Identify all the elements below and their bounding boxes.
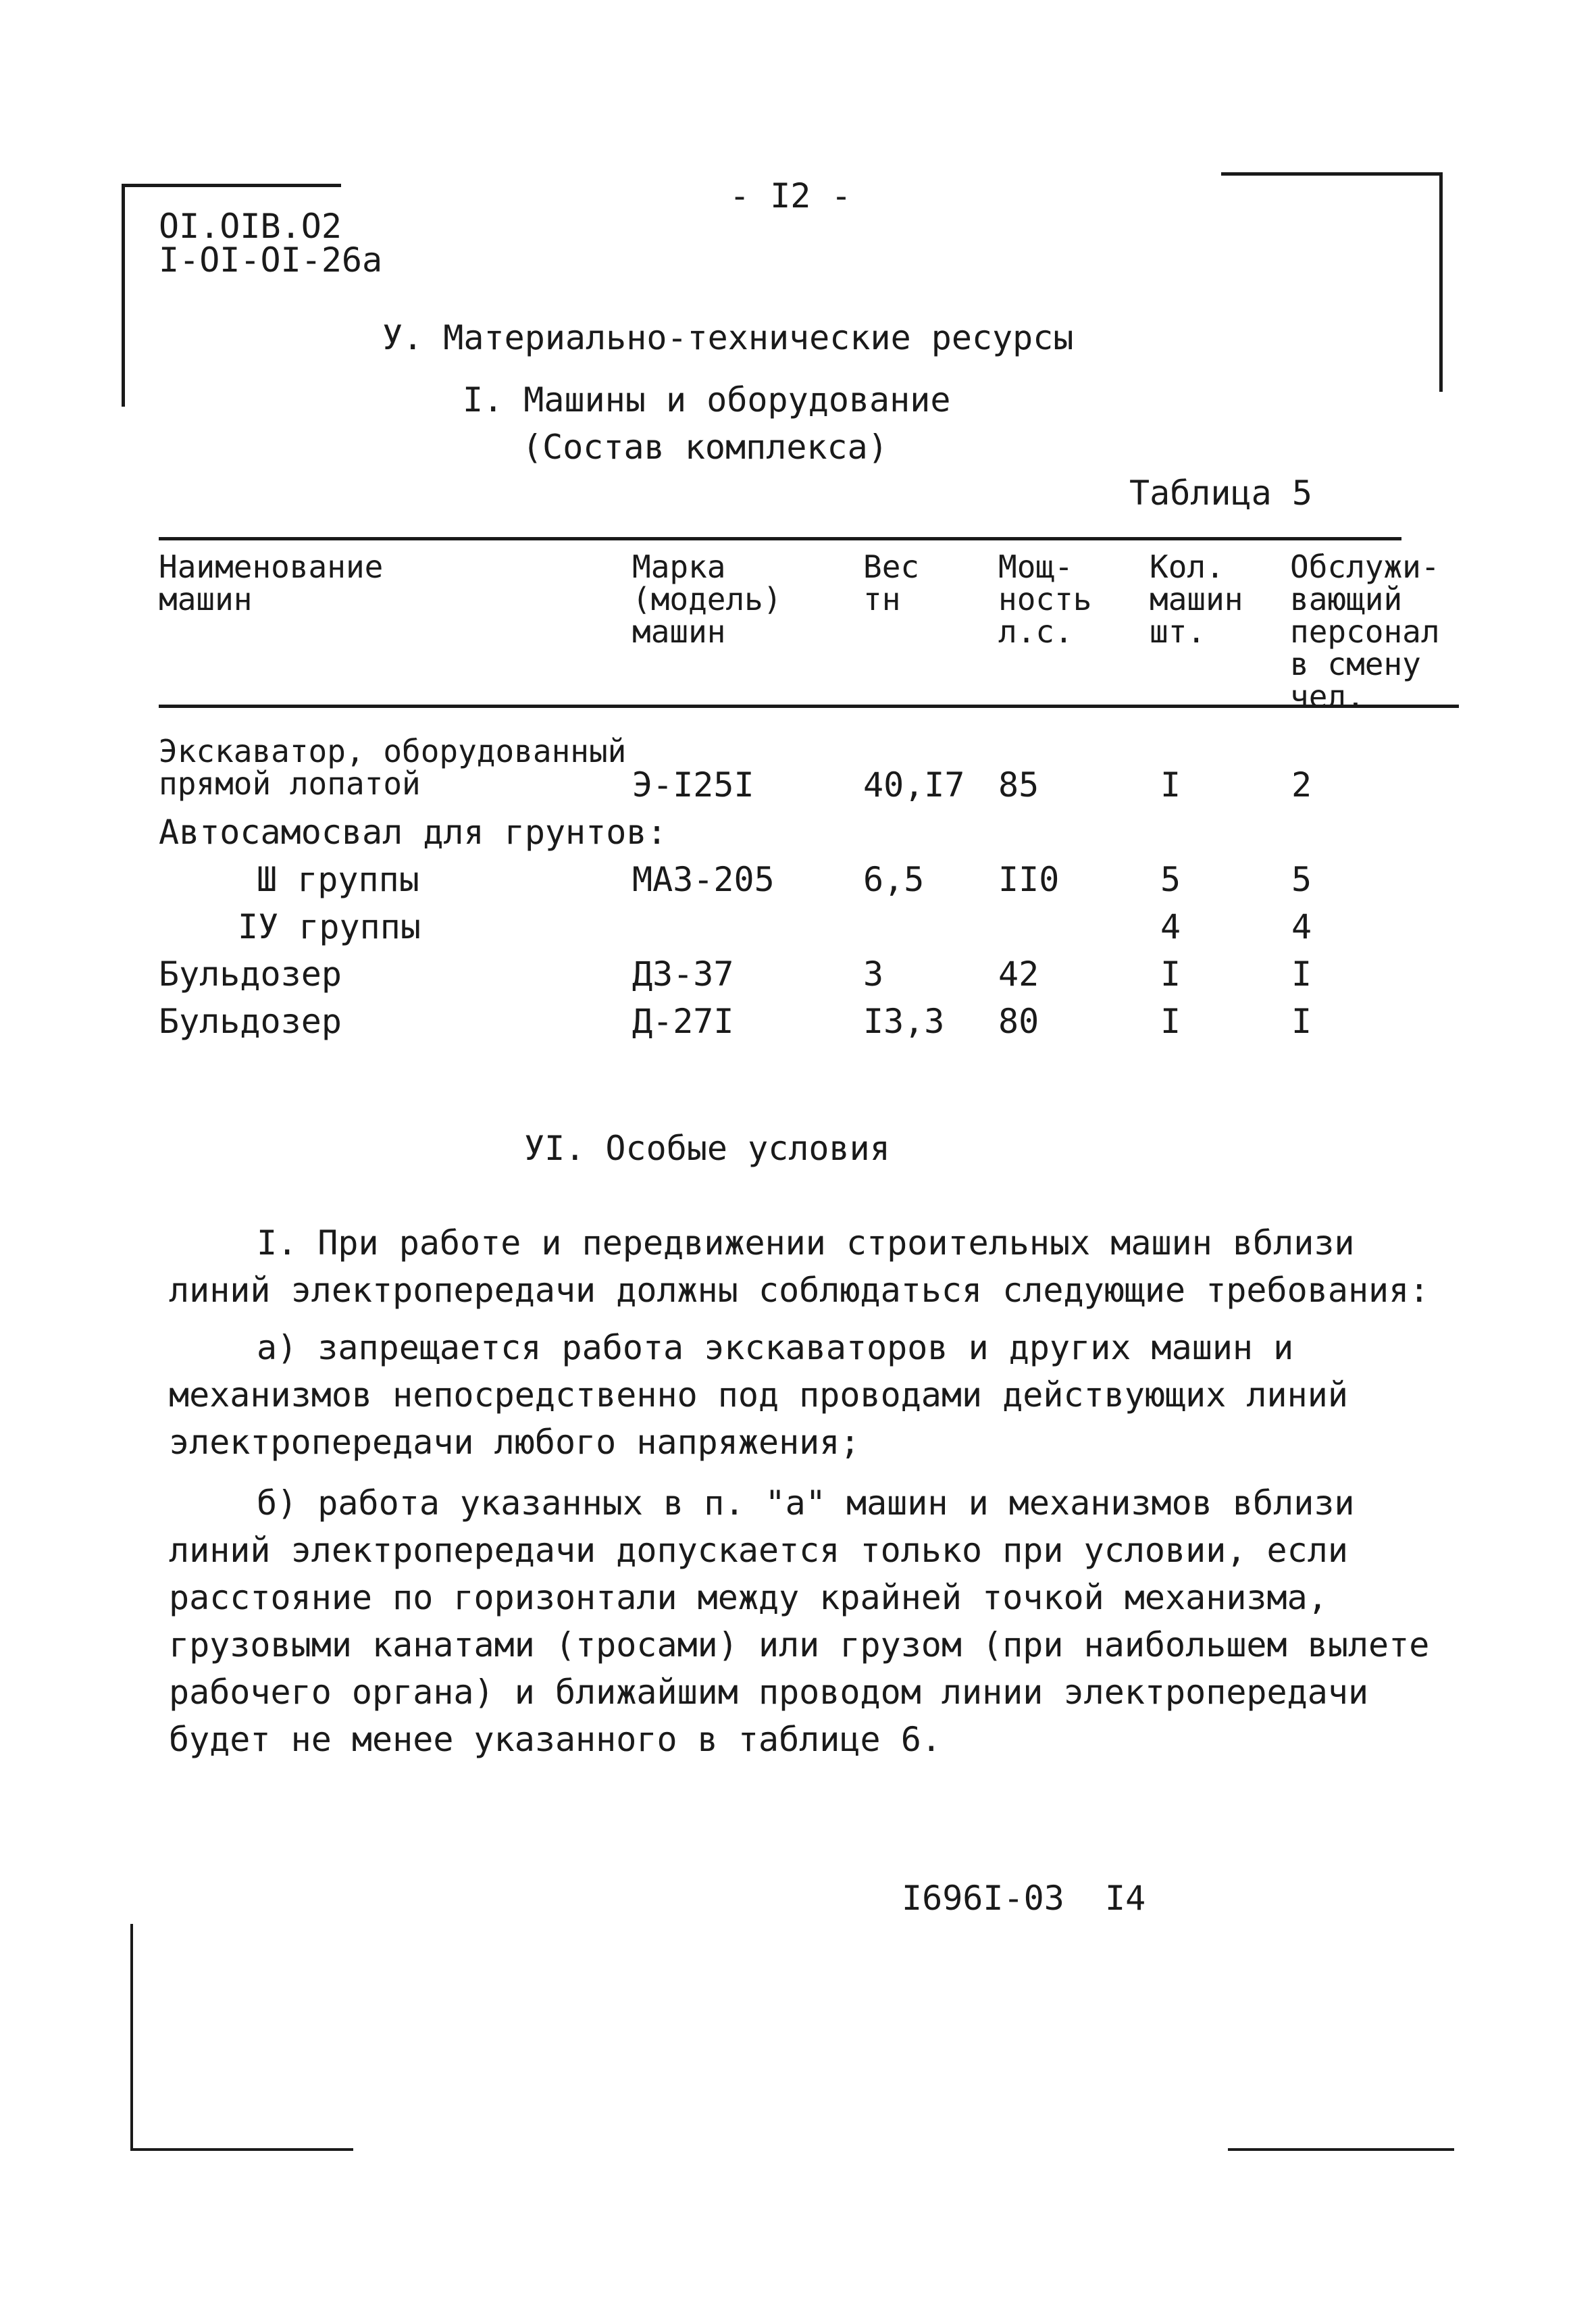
page-number: - I2 - [729,176,852,215]
table-row-weight: 3 [863,955,884,994]
table-label: Таблица 5 [1129,474,1312,513]
table-row-power: 42 [998,955,1039,994]
table-row-power: II0 [998,860,1060,899]
doc-code-2: I-OI-OI-26a [159,240,383,280]
table-row-count: I [1160,1002,1181,1041]
table-row-power: 85 [998,765,1039,805]
header-staff: Обслужи- вающий персонал в смену чел. [1290,549,1440,715]
subsection-subtitle: (Состав комплекса) [522,428,888,467]
table-row-weight: 6,5 [863,860,925,899]
table-row-staff: I [1291,955,1312,994]
paragraph-a: а) запрещается работа экскаваторов и других машин и механизмов непосредственно под проводами действующих линий электропередачи любого напряжения; [169,1328,1348,1462]
table-row-model: МАЗ-205 [632,860,775,899]
section6-title: УI. Особые условия [524,1129,890,1168]
section5-title: У. Материально-технические ресурсы [382,318,1074,357]
table-row-staff: 2 [1291,765,1312,805]
table-row-count: 5 [1160,860,1181,899]
table-row-power: 80 [998,1002,1039,1041]
table-row-name: Экскаватор, оборудованный прямой лопатой [159,733,627,802]
table-row-staff: I [1291,1002,1312,1041]
footer-code: I696I-03 I4 [902,1879,1146,1918]
header-power: Мощ- ность л.с. [998,549,1092,650]
frame-top-left [122,184,341,187]
table-row-count: I [1160,765,1181,805]
header-model: Марка (модель) машин [632,549,782,650]
table-row-count: I [1160,955,1181,994]
table-row-model: ДЗ-37 [632,955,734,994]
paragraph-b: б) работа указанных в п. "а" машин и механизмов вблизи линий электропередачи допускается только при условии, если расстояние по горизонтали между крайней точкой механизма, грузовыми канатами (тросами) или грузом (при наибольшем вылете рабочего органа) и ближайшим проводом линии электропередачи будет не менее указанного в таблице 6. [169,1483,1430,1759]
frame-top-right [1221,172,1443,176]
frame-left-top [122,184,125,407]
table-row-name: IУ группы [238,907,421,946]
table-row-count: 4 [1160,907,1181,946]
frame-right-top [1439,172,1443,392]
table-row-staff: 4 [1291,907,1312,946]
frame-bottom-right [1228,2148,1454,2151]
table-row-model: Д-27I [632,1002,734,1041]
frame-left-bottom [130,1924,133,2150]
paragraph-1: I. При работе и передвижении строительных машин вблизи линий электропередачи должны соблюдаться следующие требования: [169,1223,1430,1310]
table-row-name: Бульдозер [159,1002,342,1041]
header-count: Кол. машин шт. [1150,549,1243,650]
header-name: Наименование машин [159,549,384,617]
table-row-weight: 40,I7 [863,765,965,805]
table-row-name: Ш группы [257,860,419,899]
doc-code-1: OI.OIB.O2 [159,207,342,246]
table-row-staff: 5 [1291,860,1312,899]
table-header-rule [159,705,1459,708]
table-row-model: Э-I25I [632,765,754,805]
table-row-name: Автосамосвал для грунтов: [159,813,667,852]
table-row-weight: I3,3 [863,1002,945,1041]
table-row-name: Бульдозер [159,955,342,994]
subsection-title: I. Машины и оборудование [463,380,951,420]
header-weight: Вес тн [863,549,920,617]
table-top-rule [159,537,1401,540]
frame-bottom-left [130,2148,353,2151]
